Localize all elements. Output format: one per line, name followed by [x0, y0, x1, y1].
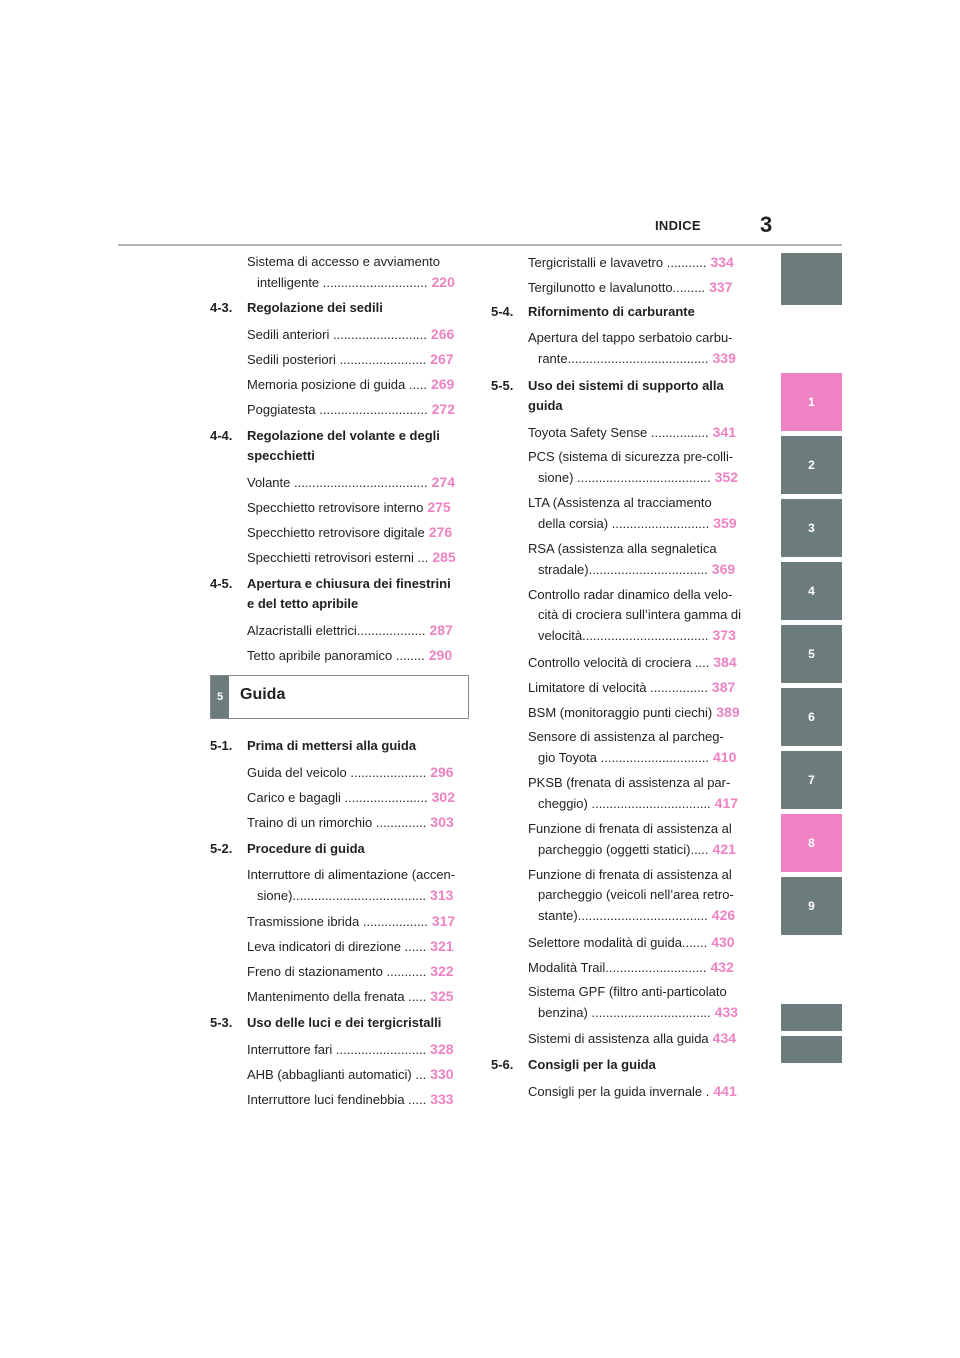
entry-text — [528, 747, 748, 768]
section-title-line: Regolazione del volante e degli — [247, 428, 440, 443]
chapter-tab-blank[interactable] — [781, 1036, 842, 1063]
entry-text: Consigli per la guida invernale . — [528, 1084, 710, 1099]
toc-entry[interactable] — [528, 1028, 748, 1049]
chapter-tab-8[interactable]: 8 — [781, 814, 842, 872]
entry-text — [528, 1081, 748, 1102]
toc-entry[interactable] — [528, 493, 748, 534]
entry-text — [247, 1039, 467, 1060]
page-link[interactable]: 341 — [712, 424, 737, 440]
section-title-line: Procedure di guida — [247, 841, 365, 856]
entry-text — [247, 986, 467, 1007]
toc-entry[interactable] — [528, 982, 748, 1023]
entry-text — [528, 467, 748, 488]
entry-text: Sistema di accesso e avviamento — [247, 254, 440, 269]
chapter-box[interactable] — [210, 675, 469, 719]
toc-entry[interactable] — [528, 585, 748, 646]
entry-text: Carico e bagagli ....................... — [247, 790, 428, 805]
page-link[interactable]: 369 — [711, 561, 736, 577]
entry-text: Funzione di frenata di assistenza al — [528, 867, 732, 882]
toc-entry[interactable] — [528, 932, 748, 953]
toc-entry[interactable] — [247, 620, 467, 641]
entry-text: Tetto apribile panoramico ........ — [247, 648, 425, 663]
page-link[interactable]: 389 — [716, 704, 740, 720]
entry-text — [528, 677, 748, 698]
section-title — [247, 298, 470, 318]
entry-text: Selettore modalità di guida....... — [528, 935, 708, 950]
entry-text: sione) ..................................... — [538, 470, 711, 485]
entry-text: Sensore di assistenza al parcheg- — [528, 729, 724, 744]
entry-text: cheggio) ................................. — [538, 796, 711, 811]
entry-text — [528, 625, 748, 646]
entry-text — [528, 252, 748, 273]
header-title: INDICE — [655, 218, 701, 233]
toc-entry[interactable] — [247, 961, 467, 982]
section-title — [528, 302, 751, 322]
toc-entry[interactable] — [528, 727, 748, 768]
toc-entry[interactable] — [247, 812, 467, 833]
toc-entry[interactable] — [247, 911, 467, 932]
section-title — [247, 736, 470, 756]
entry-text: velocità................................... — [538, 628, 709, 643]
entry-text: Tergilunotto e lavalunotto......... — [528, 280, 706, 295]
entry-text — [247, 885, 467, 906]
toc-entry[interactable] — [247, 1064, 467, 1085]
entry-text: RSA (assistenza alla segnaletica — [528, 541, 717, 556]
section-number: 5-6. — [491, 1057, 514, 1072]
toc-entry[interactable] — [247, 1039, 467, 1060]
entry-text — [528, 932, 748, 953]
toc-entry[interactable] — [528, 328, 748, 369]
chapter-tab-blank[interactable] — [781, 1004, 842, 1031]
entry-text: Mantenimento della frenata ..... — [247, 989, 427, 1004]
toc-entry[interactable] — [247, 472, 467, 493]
entry-text: Freno di stazionamento ........... — [247, 964, 427, 979]
entry-text: AHB (abbaglianti automatici) ... — [247, 1067, 427, 1082]
page-link[interactable]: 275 — [427, 499, 451, 515]
entry-text: LTA (Assistenza al tracciamento — [528, 495, 712, 510]
entry-text — [247, 1089, 467, 1110]
toc-entry[interactable] — [528, 447, 748, 488]
toc-entry[interactable] — [247, 865, 467, 906]
page-link[interactable]: 325 — [430, 988, 454, 1004]
toc-entry[interactable] — [247, 349, 467, 370]
entry-text — [528, 1028, 748, 1049]
entry-text — [528, 559, 748, 580]
entry-text: Funzione di frenata di assistenza al — [528, 821, 732, 836]
page-number: 3 — [760, 212, 773, 237]
page-link[interactable]: 317 — [431, 913, 456, 929]
page-link[interactable]: 426 — [711, 907, 736, 923]
page-link[interactable]: 285 — [432, 549, 456, 565]
page-link[interactable]: 333 — [430, 1091, 454, 1107]
entry-text — [247, 349, 467, 370]
entry-text — [247, 272, 467, 293]
toc-entry[interactable] — [247, 645, 467, 666]
entry-text: Modalità Trail............................ — [528, 960, 707, 975]
toc-entry[interactable] — [247, 787, 467, 808]
entry-text: Sistema GPF (filtro anti-particolato — [528, 984, 727, 999]
chapter-tab-2[interactable]: 2 — [781, 436, 842, 494]
page-link[interactable]: 274 — [431, 474, 455, 490]
section-number: 4-5. — [210, 576, 233, 591]
entry-text: Tergicristalli e lavavetro ........... — [528, 255, 707, 270]
section-number: 5-1. — [210, 738, 233, 753]
page-link[interactable]: 266 — [430, 326, 455, 342]
page-link[interactable]: 373 — [712, 627, 736, 643]
entry-text: Interruttore di alimentazione (accen- — [247, 867, 456, 882]
page-link[interactable]: 410 — [713, 749, 737, 765]
page-link[interactable]: 269 — [430, 376, 455, 392]
section-title-line: e del tetto apribile — [247, 596, 359, 611]
section-number: 4-3. — [210, 300, 233, 315]
entry-text — [528, 839, 748, 860]
entry-text: cità di crociera sull’intera gamma di — [538, 607, 742, 622]
section-title — [528, 1055, 751, 1075]
entry-text: sione)..................................... — [257, 888, 427, 903]
entry-text — [528, 348, 748, 369]
section-title-line: Uso delle luci e dei tergicristalli — [247, 1015, 442, 1030]
page-link[interactable]: 303 — [430, 814, 454, 830]
entry-text — [247, 547, 467, 568]
entry-text — [247, 645, 467, 666]
toc-entry[interactable] — [528, 865, 748, 926]
entry-text: Limitatore di velocità ................ — [528, 680, 708, 695]
toc-entry[interactable] — [247, 374, 467, 395]
entry-text — [247, 1064, 467, 1085]
entry-text — [247, 620, 467, 641]
section-title — [247, 1013, 470, 1033]
entry-text: PKSB (frenata di assistenza al par- — [528, 775, 731, 790]
page-link[interactable]: 334 — [710, 254, 734, 270]
toc-entry[interactable] — [528, 539, 748, 580]
entry-text — [247, 762, 467, 783]
entry-text: Leva indicatori di direzione ...... — [247, 939, 427, 954]
toc-entry[interactable] — [247, 986, 467, 1007]
entry-text: Guida del veicolo ..................... — [247, 765, 427, 780]
toc-entry[interactable] — [528, 819, 748, 860]
entry-text — [528, 422, 748, 443]
toc-entry[interactable] — [247, 1089, 467, 1110]
toc-entry[interactable] — [528, 422, 748, 443]
section-number: 5-3. — [210, 1015, 233, 1030]
page-link[interactable]: 276 — [428, 524, 453, 540]
page-link[interactable]: 321 — [430, 938, 454, 954]
entry-text: Specchietti retrovisori esterni ... — [247, 550, 429, 565]
page-link[interactable]: 384 — [713, 654, 737, 670]
entry-text — [247, 324, 467, 345]
entry-text — [247, 787, 467, 808]
entry-text: Memoria posizione di guida ..... — [247, 377, 427, 392]
chapter-tab-blank[interactable] — [781, 253, 842, 305]
chapter-tab-5[interactable]: 5 — [781, 625, 842, 683]
chapter-tab-4[interactable]: 4 — [781, 562, 842, 620]
entry-text: parcheggio (oggetti statici)..... — [538, 842, 709, 857]
entry-text — [247, 497, 467, 518]
chapter-tab-1[interactable]: 1 — [781, 373, 842, 431]
section-title — [528, 376, 751, 416]
entry-text: gio Toyota .............................. — [538, 750, 709, 765]
toc-entry[interactable] — [528, 773, 748, 814]
toc-entry[interactable] — [247, 252, 467, 293]
page-link[interactable]: 337 — [709, 279, 733, 295]
entry-text: rante....................................... — [538, 351, 709, 366]
section-number: 5-5. — [491, 378, 514, 393]
entry-text: Alzacristalli elettrici................... — [247, 623, 426, 638]
entry-text: benzina) ................................. — [538, 1005, 711, 1020]
entry-text: Specchietto retrovisore interno — [247, 500, 424, 515]
section-number: 5-2. — [210, 841, 233, 856]
page-link[interactable]: 434 — [712, 1030, 737, 1046]
page-link[interactable]: 302 — [431, 789, 455, 805]
entry-text: parcheggio (veicoli nell’area retro- — [538, 887, 734, 902]
section-title — [247, 839, 470, 859]
entry-text: PCS (sistema di sicurezza pre-colli- — [528, 449, 734, 464]
section-title-line: Regolazione dei sedili — [247, 300, 383, 315]
page-link[interactable]: 387 — [711, 679, 736, 695]
entry-text: stradale)................................. — [538, 562, 708, 577]
entry-text: Trasmissione ibrida .................. — [247, 914, 428, 929]
entry-text: Controllo velocità di crociera .... — [528, 655, 710, 670]
entry-text: Traino di un rimorchio .............. — [247, 815, 427, 830]
entry-text — [528, 702, 748, 723]
entry-text — [247, 911, 467, 932]
toc-entry[interactable] — [528, 1081, 748, 1102]
page-link[interactable]: 290 — [428, 647, 453, 663]
entry-text: Volante ..................................... — [247, 475, 428, 490]
page-link[interactable]: 330 — [430, 1066, 454, 1082]
page-link[interactable]: 417 — [714, 795, 739, 811]
entry-text: intelligente ............................. — [257, 275, 428, 290]
page-link[interactable]: 352 — [714, 469, 739, 485]
entry-text — [247, 961, 467, 982]
toc-entry[interactable] — [247, 762, 467, 783]
header-rule — [118, 244, 842, 246]
toc-entry[interactable] — [247, 522, 467, 543]
entry-text — [528, 277, 748, 298]
chapter-tab-6[interactable]: 6 — [781, 688, 842, 746]
page-link[interactable]: 433 — [714, 1004, 739, 1020]
section-title-line: Prima di mettersi alla guida — [247, 738, 417, 753]
entry-text: Apertura del tappo serbatoio carbu- — [528, 330, 733, 345]
entry-text — [528, 793, 748, 814]
entry-text — [528, 513, 748, 534]
section-title-line: Consigli per la guida — [528, 1057, 656, 1072]
entry-text: BSM (monitoraggio punti ciechi) — [528, 705, 713, 720]
entry-text: stante).................................... — [538, 908, 708, 923]
page-link[interactable]: 339 — [712, 350, 736, 366]
page-link[interactable]: 220 — [431, 274, 455, 290]
chapter-title: Guida — [240, 686, 286, 703]
page-link[interactable]: 441 — [713, 1083, 737, 1099]
section-title-line: specchietti — [247, 448, 315, 463]
entry-text — [247, 812, 467, 833]
toc-entry[interactable] — [247, 936, 467, 957]
toc-entry[interactable] — [528, 277, 748, 298]
section-title-line: Uso dei sistemi di supporto alla — [528, 378, 724, 393]
section-title-line: Rifornimento di carburante — [528, 304, 695, 319]
entry-text — [528, 957, 748, 978]
page-link[interactable]: 430 — [711, 934, 735, 950]
entry-text: Controllo radar dinamico della velo- — [528, 587, 733, 602]
entry-text — [247, 472, 467, 493]
entry-text — [247, 399, 467, 420]
section-number: 4-4. — [210, 428, 233, 443]
entry-text: Interruttore luci fendinebbia ..... — [247, 1092, 427, 1107]
page-link[interactable]: 296 — [430, 764, 454, 780]
page-link[interactable]: 328 — [430, 1041, 454, 1057]
toc-entry[interactable] — [528, 252, 748, 273]
toc-entry[interactable] — [528, 702, 748, 723]
section-number: 5-4. — [491, 304, 514, 319]
entry-text: della corsia) ........................... — [538, 516, 710, 531]
entry-text — [247, 936, 467, 957]
chapter-tab-9[interactable]: 9 — [781, 877, 842, 935]
page-link[interactable]: 432 — [710, 959, 734, 975]
toc-entry[interactable] — [528, 677, 748, 698]
section-title — [247, 426, 470, 466]
entry-text: Sedili posteriori ........................ — [247, 352, 427, 367]
toc-entry[interactable] — [247, 399, 467, 420]
entry-text: Sedili anteriori .......................... — [247, 327, 427, 342]
page-link[interactable]: 287 — [429, 622, 453, 638]
page-link[interactable]: 359 — [713, 515, 737, 531]
page-link[interactable]: 267 — [430, 351, 454, 367]
section-title — [247, 574, 470, 614]
page-link[interactable]: 313 — [430, 887, 454, 903]
toc-entry[interactable] — [528, 652, 748, 673]
entry-text: Poggiatesta .............................. — [247, 402, 428, 417]
toc-entry[interactable] — [528, 957, 748, 978]
entry-text: Sistemi di assistenza alla guida — [528, 1031, 709, 1046]
page-link[interactable]: 421 — [712, 841, 736, 857]
page-link[interactable]: 322 — [430, 963, 454, 979]
chapter-number: 5 — [211, 676, 229, 718]
entry-text — [247, 522, 467, 543]
section-title-line: Apertura e chiusura dei finestrini — [247, 576, 451, 591]
toc-entry[interactable] — [247, 497, 467, 518]
toc-entry[interactable] — [247, 324, 467, 345]
entry-text: Interruttore fari ......................... — [247, 1042, 427, 1057]
entry-text — [247, 374, 467, 395]
entry-text: Toyota Safety Sense ................ — [528, 425, 709, 440]
chapter-tab-7[interactable]: 7 — [781, 751, 842, 809]
chapter-tab-3[interactable]: 3 — [781, 499, 842, 557]
entry-text: Specchietto retrovisore digitale — [247, 525, 425, 540]
toc-entry[interactable] — [247, 547, 467, 568]
entry-text — [528, 905, 748, 926]
entry-text — [528, 652, 748, 673]
section-title-line: guida — [528, 398, 563, 413]
entry-text — [528, 1002, 748, 1023]
page-link[interactable]: 272 — [431, 401, 455, 417]
